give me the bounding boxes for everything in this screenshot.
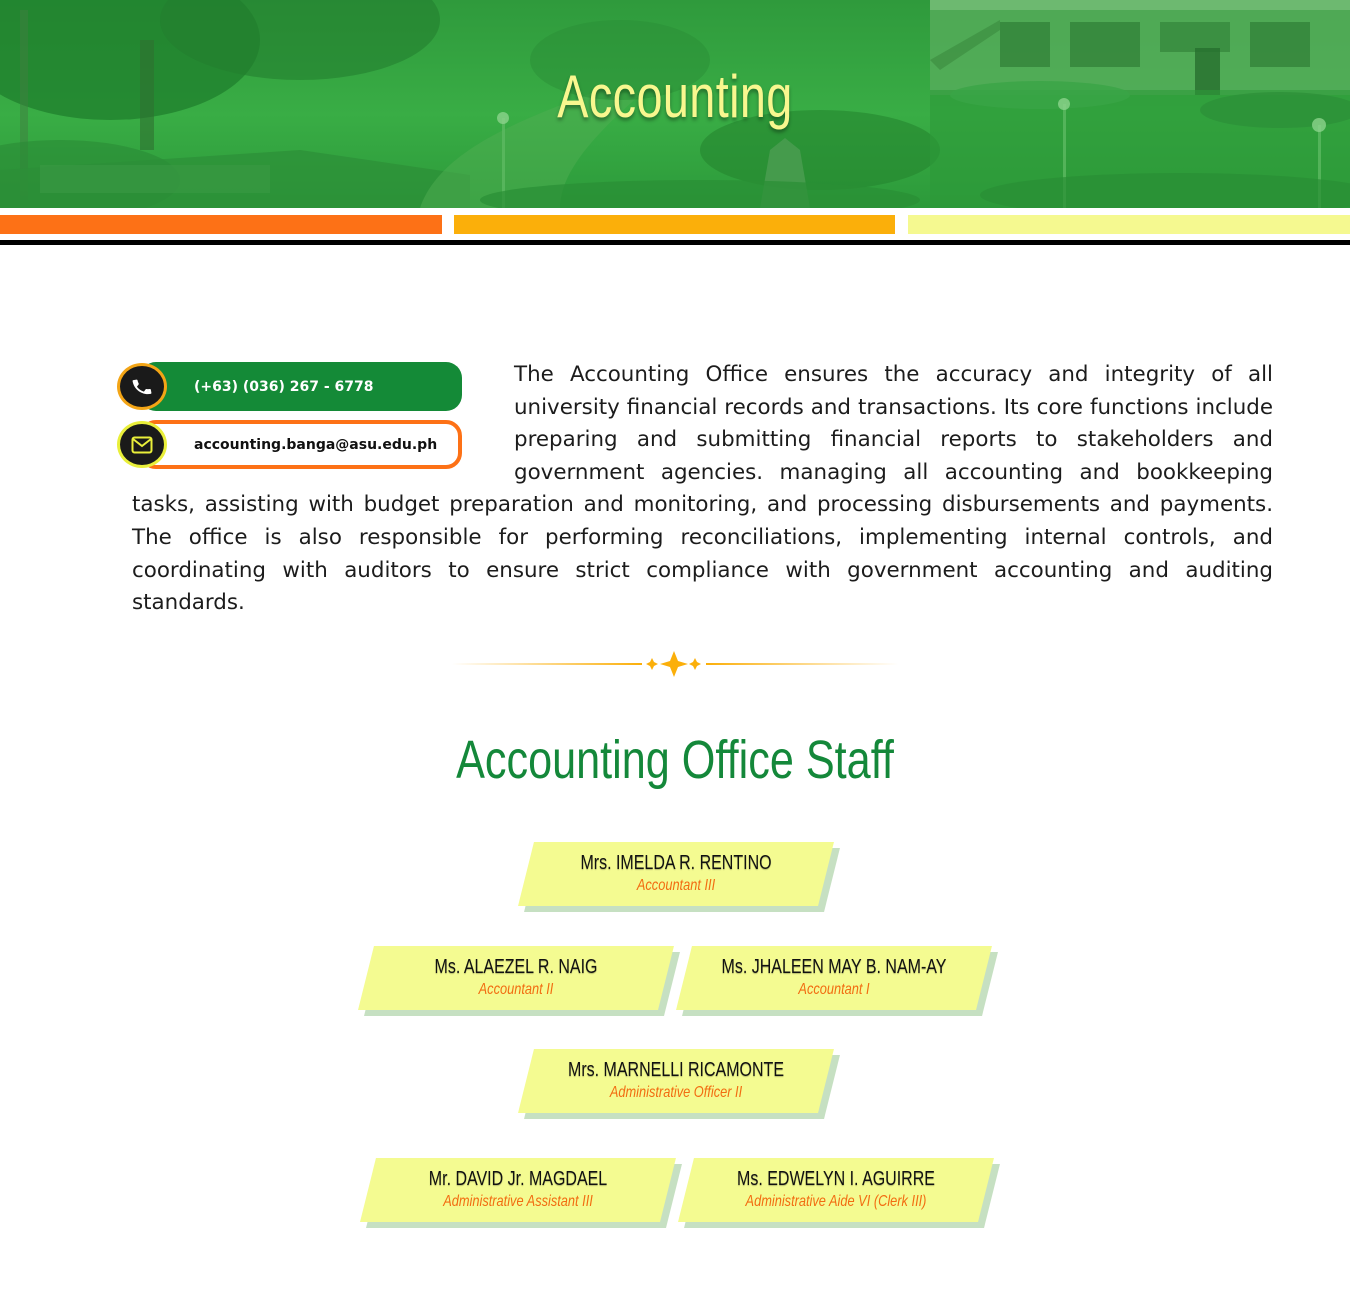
contact-float-spacer <box>132 359 514 487</box>
staff-role: Accountant I <box>798 981 870 998</box>
staff-card-ricamonte <box>526 1049 836 1121</box>
staff-name: Mrs. MARNELLI RICAMONTE <box>567 1059 785 1081</box>
email-address[interactable]: accounting.banga@asu.edu.ph <box>194 436 438 453</box>
sparkle-icon <box>660 651 688 677</box>
staff-card-aguirre <box>686 1158 996 1230</box>
staff-role: Accountant III <box>636 877 716 894</box>
staff-role: Administrative Assistant III <box>443 1193 593 1210</box>
staff-card-rentino <box>526 842 836 914</box>
staff-name: Mr. DAVID Jr. MAGDAEL <box>428 1168 608 1190</box>
staff-card-naig <box>366 946 676 1018</box>
staff-name: Mrs. IMELDA R. RENTINO <box>580 852 772 874</box>
accent-stripe-gold <box>454 215 895 234</box>
staff-card-nam-ay <box>684 946 994 1018</box>
staff-card-magdael <box>368 1158 678 1230</box>
office-description <box>132 359 1273 620</box>
staff-role: Accountant II <box>478 981 554 998</box>
staff-name: Ms. EDWELYN I. AGUIRRE <box>737 1168 935 1190</box>
phone-number[interactable]: (+63) (036) 267 - 6778 <box>194 378 374 395</box>
staff-name: Ms. ALAEZEL R. NAIG <box>434 956 598 978</box>
ornament-divider <box>452 650 898 680</box>
staff-name: Ms. JHALEEN MAY B. NAM-AY <box>721 956 947 978</box>
staff-section-title: Accounting Office Staff <box>456 730 894 790</box>
banner-title: Accounting <box>557 63 793 130</box>
description-text: The Accounting Office ensures the accuracy and integrity of all university financial records and transactions. Its core functions include preparing and submitting financial reports to stakeholders and government agencies. managing all accounting and bookkeeping tasks, assisting with budget preparation and monitoring, and processing disbursements and payments. The office is also responsible for performing reconciliations, implementing internal controls, and coordinating with auditors to ensure strict compliance with government accounting and auditing standards. <box>132 362 1273 616</box>
divider-line <box>0 240 1350 245</box>
accent-stripe-yellow <box>908 215 1350 234</box>
staff-role: Administrative Officer II <box>609 1084 743 1101</box>
staff-role: Administrative Aide VI (Clerk III) <box>745 1193 927 1210</box>
accent-stripe-orange <box>0 215 442 234</box>
hero-banner <box>0 0 1350 208</box>
